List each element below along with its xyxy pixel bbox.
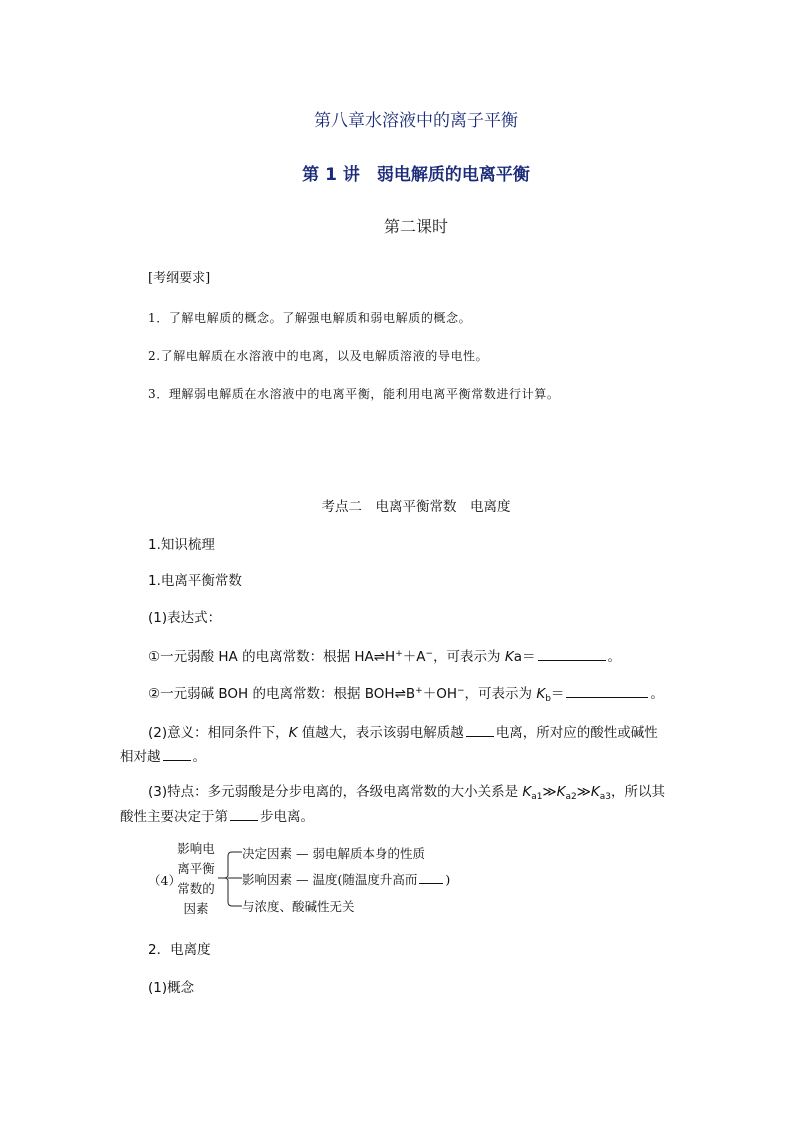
weak-base-eq: ＝ — [550, 686, 565, 702]
meaning-line-1 — [148, 721, 658, 741]
feature-text-2: ，所以其 — [611, 784, 666, 800]
requirement-item-1: 1．了解电解质的概念。了解强电解质和弱电解质的概念。 — [148, 311, 472, 325]
kb-symbol: K — [536, 686, 546, 702]
k-symbol-2: K — [556, 784, 566, 800]
weak-base-mid: ＋OH — [422, 686, 457, 702]
weak-base-end: 。 — [650, 686, 664, 702]
ka-answer-blank[interactable] — [538, 659, 606, 661]
chapter-title: 第八章水溶液中的离子平衡 — [314, 111, 518, 131]
a-minus-charge: − — [425, 649, 434, 659]
weak-acid-end: 。 — [607, 649, 621, 665]
subsection-ionization-constant: 1.电离平衡常数 — [148, 573, 242, 589]
meaning-line-2 — [120, 745, 206, 765]
weak-acid-text: ①一元弱酸 HA 的电离常数：根据 HA⇌H — [148, 649, 396, 665]
lecture-title: 第 1 讲 弱电解质的电离平衡 — [302, 165, 530, 185]
oh-minus-charge: − — [456, 686, 465, 696]
feature-text-3: 酸性主要决定于第 — [120, 809, 228, 825]
meaning-text-4: 相对越 — [120, 749, 161, 765]
ka3-subscript: a3 — [599, 792, 612, 802]
diagram-branch-deciding: 决定因素 — 弱电解质本身的性质 — [242, 846, 425, 861]
requirement-item-3: 3．理解弱电解质在水溶液中的电离平衡，能利用电离平衡常数进行计算。 — [148, 387, 560, 401]
diagram-left-line-4: 因素 — [183, 901, 209, 916]
kb-answer-blank[interactable] — [566, 696, 648, 698]
meaning-text-1: (2)意义：相同条件下， — [148, 725, 289, 741]
diagram-number: （4） — [148, 873, 181, 888]
weak-base-line — [148, 682, 664, 704]
meaning-blank-1[interactable] — [466, 735, 494, 737]
diagram-left-line-3: 常数的 — [177, 881, 215, 896]
k-symbol-3: K — [590, 784, 600, 800]
knowledge-heading: 1.知识梳理 — [148, 537, 215, 553]
meaning-text-3: 电离，所对应的酸性或碱性 — [495, 725, 658, 741]
diagram-branch2-close: ) — [445, 872, 451, 887]
session-title: 第二课时 — [383, 217, 448, 236]
meaning-k-symbol: K — [288, 725, 298, 741]
weak-acid-tail: ，可表示为 — [433, 649, 505, 665]
ka-symbol: K — [504, 649, 514, 665]
ka-subscript: a — [513, 649, 522, 665]
temperature-blank[interactable] — [419, 882, 443, 884]
feature-blank[interactable] — [230, 819, 258, 821]
diagram-left-box — [174, 839, 218, 919]
ka2-subscript: a2 — [565, 792, 577, 802]
much-greater-2: ≫ — [576, 784, 591, 800]
weak-base-text: ②一元弱碱 BOH 的电离常数：根据 BOH⇌B — [148, 686, 416, 702]
feature-line-1 — [148, 780, 665, 802]
subsection-ionization-degree: 2．电离度 — [148, 942, 211, 958]
meaning-text-5: 。 — [192, 749, 206, 765]
meaning-text-2: 值越大，表示该弱电解质越 — [297, 725, 464, 741]
b-plus-charge: + — [415, 686, 423, 696]
k-symbol-1: K — [522, 784, 532, 800]
kb-subscript: b — [545, 694, 551, 704]
section-title: 考点二 电离平衡常数 电离度 — [321, 499, 511, 515]
diagram-branch-influencing — [242, 870, 450, 888]
feature-text-1: (3)特点：多元弱酸是分步电离的，各级电离常数的大小关系是 — [148, 784, 523, 800]
concept-label: (1)概念 — [148, 980, 195, 996]
diagram-branch2-text: 影响因素 — 温度(随温度升高而 — [242, 872, 418, 887]
diagram-bracket — [218, 846, 244, 912]
h-plus-charge: + — [395, 649, 403, 659]
diagram-left-line-1: 影响电 — [177, 841, 215, 856]
diagram-branch-unrelated: 与浓度、酸碱性无关 — [242, 899, 355, 914]
requirement-item-2: 2.了解电解质在水溶液中的电离，以及电解质溶液的导电性。 — [148, 349, 489, 363]
weak-base-tail: ，可表示为 — [464, 686, 537, 702]
requirements-heading: [考纲要求] — [148, 271, 211, 286]
much-greater-1: ≫ — [542, 784, 557, 800]
feature-line-2 — [120, 805, 314, 825]
meaning-blank-2[interactable] — [163, 759, 191, 761]
weak-acid-eq: ＝ — [522, 649, 536, 665]
ka1-subscript: a1 — [531, 792, 543, 802]
weak-acid-line — [148, 645, 621, 665]
weak-acid-mid: ＋A — [402, 649, 426, 665]
feature-text-4: 步电离。 — [260, 809, 314, 825]
expression-label: (1)表达式： — [148, 610, 222, 626]
diagram-left-line-2: 离平衡 — [177, 861, 215, 876]
